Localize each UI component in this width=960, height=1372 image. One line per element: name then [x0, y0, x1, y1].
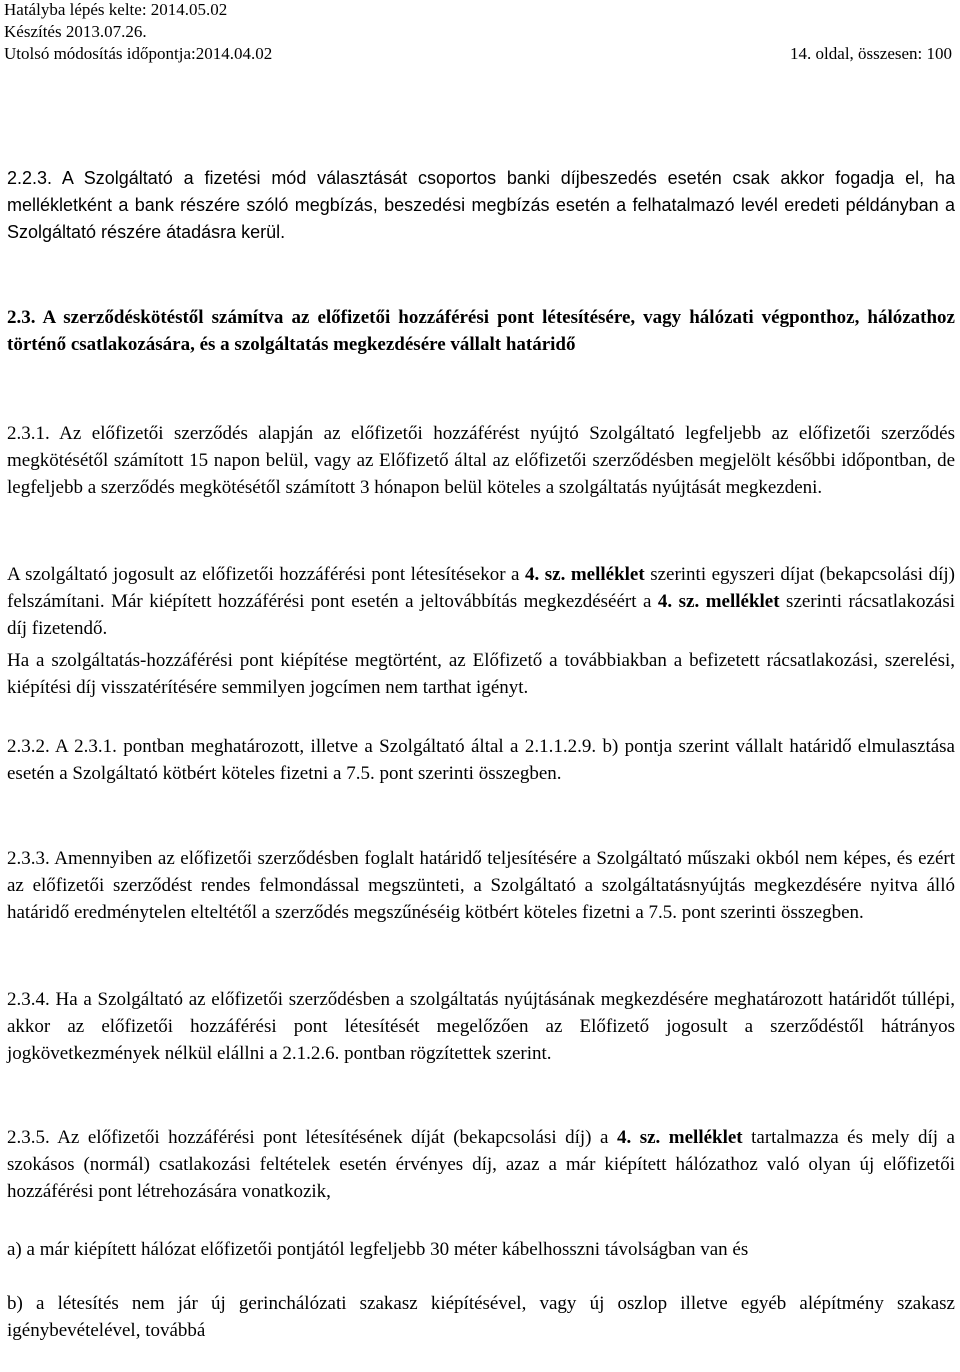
section-title-2-3: 2.3. A szerződéskötéstől számítva az előfizetői hozzáférési pont létesítésére, vagy hálózati végponthoz, hálózathoz történő csatlakozására, és a szolgáltatás megkezdésére vállalt határidő: [7, 307, 955, 355]
paragraph-refund: Ha a szolgáltatás-hozzáférési pont kiépítése megtörtént, az Előfizető a továbbiakban a befizetett rácsatlakozási, szerelési, kiépítési díj visszatérítésére semmilyen jogcímen nem tarthat igényt.: [7, 650, 955, 698]
fee-text-2: szerinti egyszeri díjat (bekapcsolási díj) felszámítani. Már kiépített hozzáférési pont esetén a jeltovábbítás megkezdéséért a: [7, 564, 955, 612]
page-counter: 14. oldal, összesen: 100: [790, 44, 952, 63]
paragraph-2-3-3: 2.3.3. Amennyiben az előfizetői szerződésben foglalt határidő teljesítésére a Szolgáltató műszaki okból nem képes, és ezért az előfizetői szerződést rendes felmondással megszünteti, a Szolgáltató a szolgáltatásnyújtás megkezdésére nyitva álló határidő eredménytelen elteltétől a szerződés megszűnéséig kötbért köteles fizetni a 7.5. pont szerinti összegben.: [7, 848, 955, 923]
text-2-3-5-2: tartalmazza és mely díj a szokásos (normál) csatlakozási feltételek esetén érvényes díj, azaz a már kiépített hálózathoz való olyan új előfizetői hozzáférési pont létrehozására vonatkozik,: [7, 1127, 955, 1202]
list-item-a: a) a már kiépített hálózat előfizetői pontjától legfeljebb 30 méter kábelhosszni távolságban van és: [7, 1239, 749, 1260]
paragraph-2-3-5: [7, 1124, 955, 1205]
paragraph-2-3-2: 2.3.2. A 2.3.1. pontban meghatározott, illetve a Szolgáltató által a 2.1.1.2.9. b) pontja szerint vállalt határidő elmulasztása esetén a Szolgáltató kötbért köteles fizetni a 7.5. pont szerinti összegben.: [7, 736, 955, 784]
fee-text-3: szerinti rácsatlakozási díj fizetendő.: [7, 591, 955, 639]
list-item-b: b) a létesítés nem jár új gerinchálózati szakasz kiépítésével, vagy új oszlop illetve egyéb alépítmény szakasz igénybevételével, továbbá: [7, 1293, 955, 1341]
fee-text-1: A szolgáltató jogosult az előfizetői hozzáférési pont létesítésekor a: [7, 564, 525, 585]
annex-reference: 4. sz. melléklet: [525, 564, 645, 585]
annex-reference: 4. sz. melléklet: [657, 591, 780, 612]
created-date: Készítés 2013.07.26.: [4, 22, 147, 41]
paragraph-connection-fee: [7, 561, 955, 642]
last-modified-date: Utolsó módosítás időpontja:2014.04.02: [4, 44, 273, 63]
text-2-3-5-1: 2.3.5. Az előfizetői hozzáférési pont létesítésének díját (bekapcsolási díj) a: [7, 1127, 617, 1148]
annex-reference: 4. sz. melléklet: [616, 1127, 743, 1148]
paragraph-2-2-3: 2.2.3. A Szolgáltató a fizetési mód választását csoportos banki díjbeszedés esetén csak akkor fogadja el, ha mellékletként a bank részére szóló megbízás, beszedési megbízás esetén a felhatalmazó levél eredeti példányban a Szolgáltató részére átadásra kerül.: [7, 168, 955, 242]
effective-date: Hatályba lépés kelte: 2014.05.02: [4, 0, 228, 19]
paragraph-2-3-1: 2.3.1. Az előfizetői szerződés alapján az előfizetői hozzáférést nyújtó Szolgáltató legfeljebb az előfizetői szerződés megkötésétől számított 15 napon belül, vagy az Előfizető által az előfizetői szerződésben megjelölt későbbi időpontban, de legfeljebb a szerződés megkötésétől számított 3 hónapon belül köteles a szolgáltatás nyújtását megkezdeni.: [7, 423, 955, 498]
paragraph-2-3-4: 2.3.4. Ha a Szolgáltató az előfizetői szerződésben a szolgáltatás nyújtásának megkezdésére meghatározott határidőt túllépi, akkor az előfizetői hozzáférési pont létesítését megelőzően az Előfizető jogosult a szerződéstől hátrányos jogkövetkezmények nélkül elállni a 2.1.2.6. pontban rögzítettek szerint.: [7, 989, 955, 1064]
